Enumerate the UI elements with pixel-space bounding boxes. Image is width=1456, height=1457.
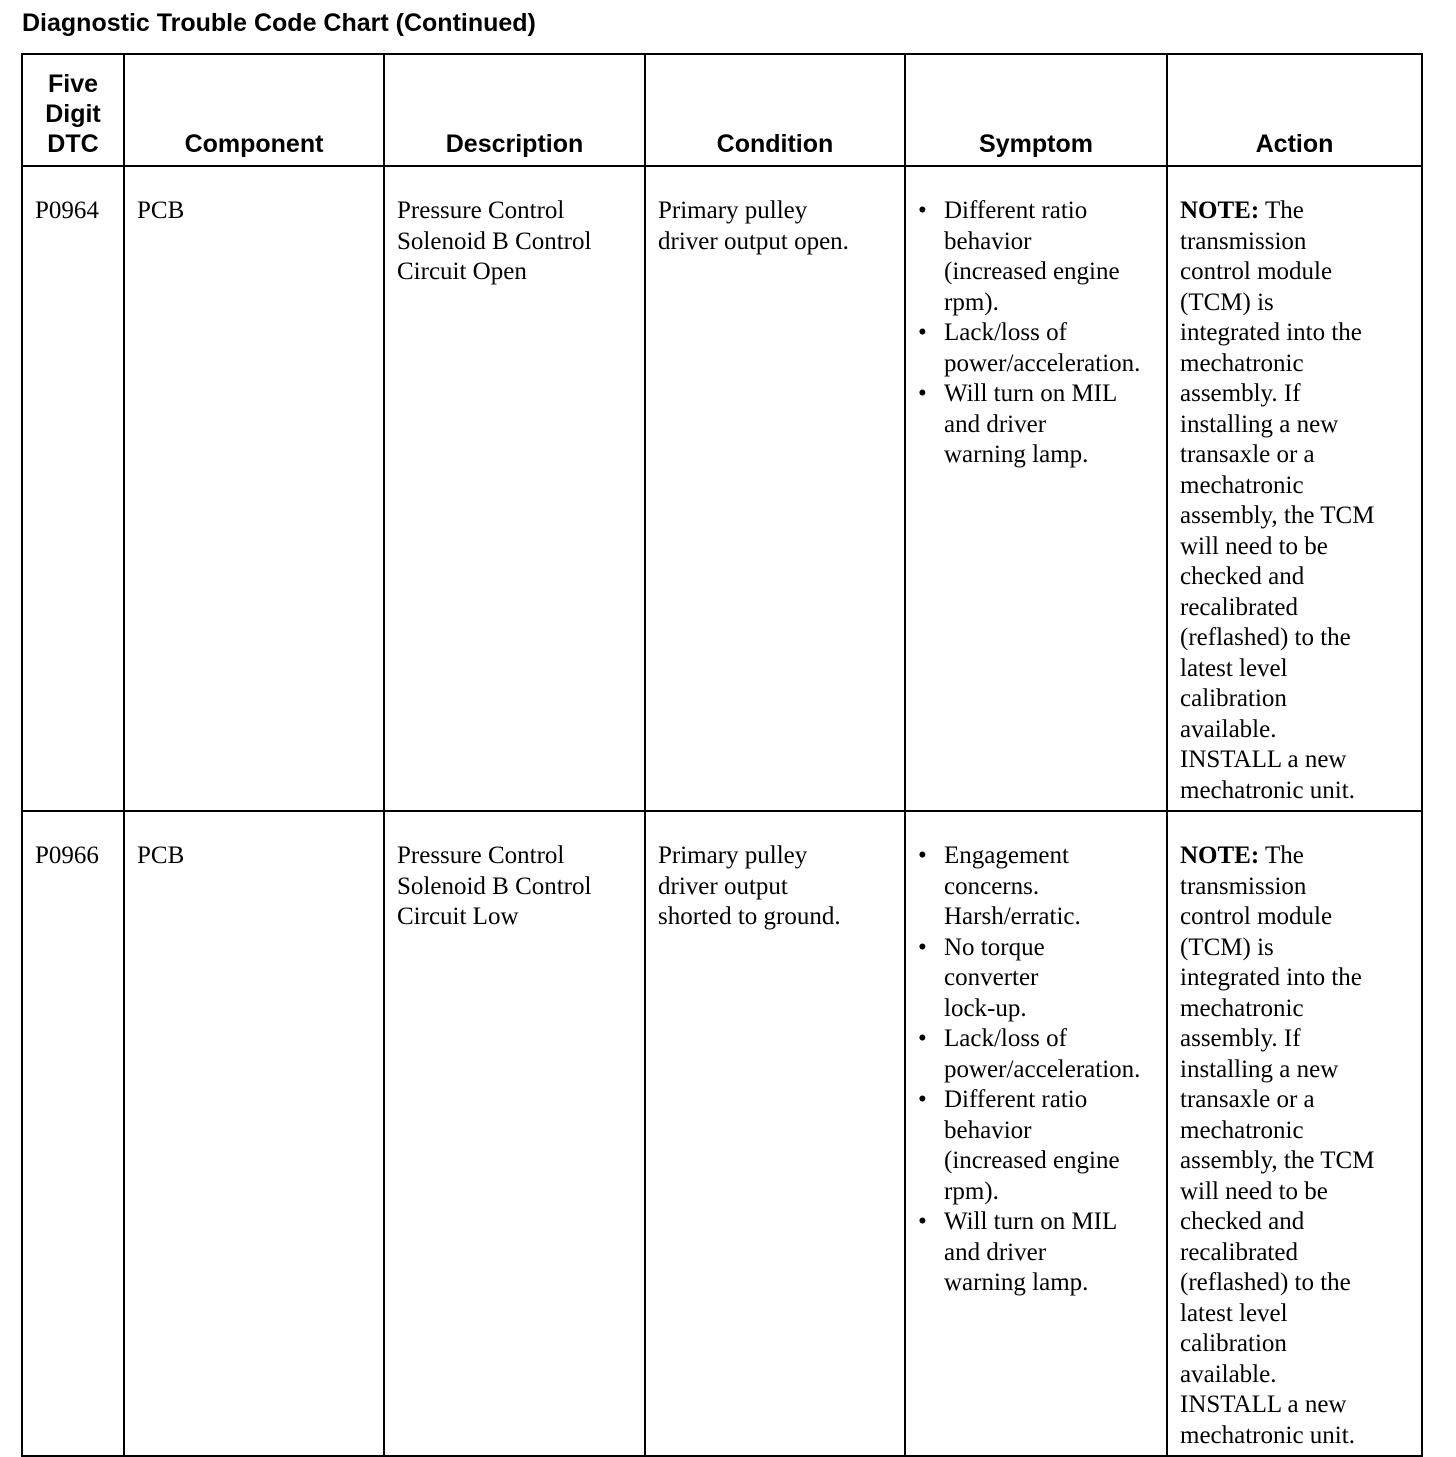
action-line: recalibrated [1180, 1238, 1298, 1266]
symptom-line: converter [944, 964, 1039, 991]
symptom-line: Engagement [944, 842, 1069, 869]
header-symptom: Symptom [905, 54, 1167, 166]
bullet-icon: • [918, 1086, 927, 1113]
symptom-line: warning lamp. [944, 441, 1089, 468]
action-line: (reflashed) to the [1180, 1269, 1351, 1296]
header-dtc-line: Five [47, 70, 99, 98]
action-line: (TCM) is [1180, 288, 1274, 316]
dtc-table [21, 53, 1423, 1457]
action-line: calibration [1180, 685, 1287, 712]
action-line: transmission [1180, 872, 1307, 900]
description-line: Circuit Open [397, 258, 527, 285]
symptom-line: Harsh/erratic. [944, 903, 1081, 930]
symptom-line: behavior [944, 1116, 1032, 1144]
symptom-line: (increased engine [944, 1147, 1120, 1174]
symptom-line: rpm). [944, 288, 999, 316]
description-cell [384, 811, 645, 1456]
symptom-item [918, 1024, 1156, 1085]
action-line: checked and [1180, 563, 1305, 590]
description-cell [384, 166, 645, 811]
condition-cell [645, 166, 905, 811]
symptom-cell [905, 811, 1167, 1456]
header-dtc-line: Digit [45, 100, 101, 128]
symptom-line: No torque [944, 933, 1045, 961]
condition-cell [645, 811, 905, 1456]
action-line: mechatronic [1180, 349, 1304, 377]
description-line: Circuit Low [397, 903, 519, 930]
action-line: control module [1180, 258, 1333, 285]
action-line: assembly, the TCM [1180, 502, 1375, 529]
action-line: calibration [1180, 1330, 1287, 1357]
symptom-line: lock-up. [944, 994, 1027, 1022]
action-line: installing a new [1180, 1055, 1339, 1083]
bullet-icon: • [918, 380, 927, 407]
condition-line: driver output open. [658, 227, 849, 255]
action-line: will need to be [1180, 1177, 1328, 1205]
action-line: transaxle or a [1180, 441, 1315, 468]
bullet-icon: • [918, 319, 927, 346]
dtc-code-cell [22, 166, 124, 811]
bullet-icon: • [918, 933, 927, 961]
action-line: available. [1180, 715, 1277, 743]
component-cell [124, 166, 384, 811]
action-line: latest level [1180, 1299, 1288, 1327]
action-line: integrated into the [1180, 964, 1362, 991]
action-line: recalibrated [1180, 593, 1298, 621]
condition-line: Primary pulley [658, 842, 808, 869]
page-title: Diagnostic Trouble Code Chart (Continued) [22, 9, 536, 37]
symptom-line: power/acceleration. [944, 349, 1141, 377]
header-action: Action [1167, 54, 1422, 166]
description-line: Pressure Control [397, 842, 565, 869]
symptom-line: and driver [944, 410, 1047, 438]
condition-line: shorted to ground. [658, 903, 841, 930]
note-label: NOTE: [1180, 842, 1260, 869]
action-line: transmission [1180, 227, 1307, 255]
symptom-line: behavior [944, 227, 1032, 255]
component-cell [124, 811, 384, 1456]
action-line: mechatronic [1180, 1116, 1304, 1144]
action-line: (TCM) is [1180, 933, 1274, 961]
description-line: Pressure Control [397, 197, 565, 224]
component-value: PCB [137, 842, 185, 869]
action-line: INSTALL a new [1180, 1391, 1347, 1418]
condition-line: driver output [658, 872, 788, 900]
header-dtc-line: DTC [47, 130, 99, 158]
action-text: The [1259, 842, 1304, 869]
symptom-item [918, 318, 1156, 379]
symptom-item [918, 379, 1156, 471]
header-component: Component [124, 54, 384, 166]
symptom-cell [905, 166, 1167, 811]
symptom-item [918, 196, 1156, 318]
dtc-code: P0966 [35, 842, 99, 869]
header-description: Description [384, 54, 645, 166]
action-line: available. [1180, 1360, 1277, 1388]
symptom-line: concerns. [944, 872, 1040, 900]
note-label: NOTE: [1180, 197, 1260, 224]
action-line: control module [1180, 903, 1333, 930]
action-line: integrated into the [1180, 319, 1362, 346]
symptom-item [918, 841, 1156, 933]
bullet-icon: • [918, 842, 927, 869]
action-line: mechatronic [1180, 994, 1304, 1022]
symptom-line: (increased engine [944, 258, 1120, 285]
bullet-icon: • [918, 1025, 927, 1052]
header-dtc [22, 54, 124, 166]
action-cell [1167, 166, 1422, 811]
action-line: assembly. If [1180, 1025, 1301, 1052]
symptom-line: Different ratio [944, 197, 1088, 224]
symptom-line: Will turn on MIL [944, 380, 1118, 407]
dtc-code: P0964 [35, 197, 99, 224]
header-condition: Condition [645, 54, 905, 166]
action-line: latest level [1180, 654, 1288, 682]
action-cell [1167, 811, 1422, 1456]
description-line: Solenoid B Control [397, 227, 592, 255]
symptom-line: Different ratio [944, 1086, 1088, 1113]
symptom-item [918, 1207, 1156, 1299]
action-line: (reflashed) to the [1180, 624, 1351, 651]
component-value: PCB [137, 197, 185, 224]
symptom-item [918, 933, 1156, 1025]
action-line: INSTALL a new [1180, 746, 1347, 773]
symptom-line: power/acceleration. [944, 1055, 1141, 1083]
action-line: assembly, the TCM [1180, 1147, 1375, 1174]
symptom-list [918, 841, 1156, 1299]
action-line: will need to be [1180, 532, 1328, 560]
symptom-line: Lack/loss of [944, 319, 1067, 346]
action-line: mechatronic unit. [1180, 1421, 1355, 1449]
symptom-line: and driver [944, 1238, 1047, 1266]
action-text: The [1259, 197, 1304, 224]
action-line: transaxle or a [1180, 1086, 1315, 1113]
action-line: mechatronic unit. [1180, 776, 1355, 804]
symptom-line: rpm). [944, 1177, 999, 1205]
action-line [1180, 196, 1411, 227]
bullet-icon: • [918, 197, 927, 224]
action-line [1180, 841, 1411, 872]
table-row [22, 811, 1422, 1456]
symptom-line: warning lamp. [944, 1269, 1089, 1296]
description-line: Solenoid B Control [397, 872, 592, 900]
action-line: installing a new [1180, 410, 1339, 438]
action-line: mechatronic [1180, 471, 1304, 499]
condition-line: Primary pulley [658, 197, 808, 224]
dtc-code-cell [22, 811, 124, 1456]
bullet-icon: • [918, 1208, 927, 1235]
action-line: assembly. If [1180, 380, 1301, 407]
action-line: checked and [1180, 1208, 1305, 1235]
symptom-item [918, 1085, 1156, 1207]
symptom-list [918, 196, 1156, 471]
table-row [22, 166, 1422, 811]
symptom-line: Lack/loss of [944, 1025, 1067, 1052]
symptom-line: Will turn on MIL [944, 1208, 1118, 1235]
table-header-row [22, 54, 1422, 166]
